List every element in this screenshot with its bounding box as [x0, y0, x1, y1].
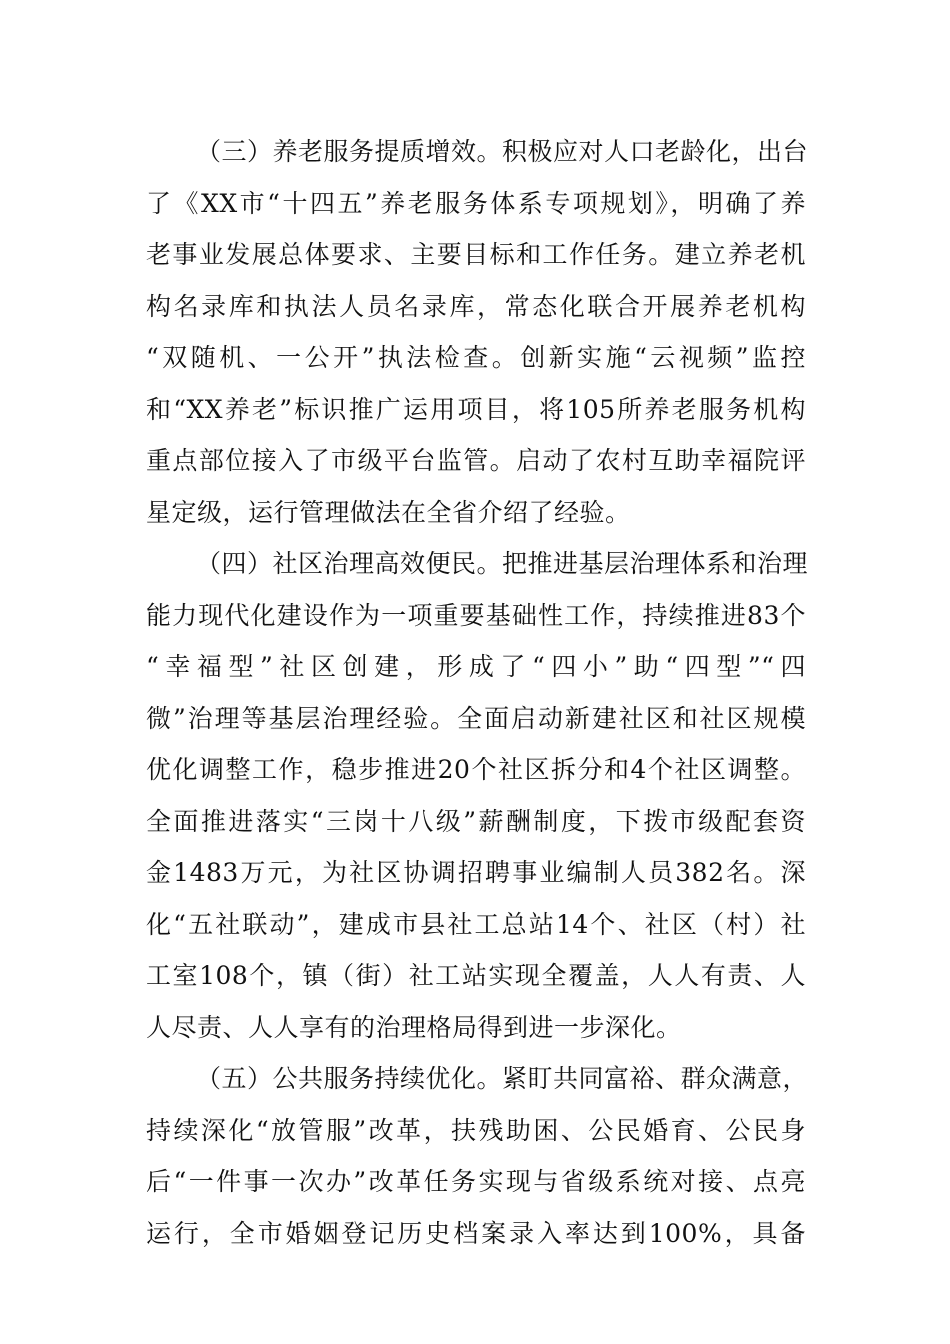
text-line: 工室108个，镇（街）社工站实现全覆盖，人人有责、人 [146, 961, 806, 990]
text-line: 后“一件事一次办”改革任务实现与省级系统对接、点亮 [146, 1167, 806, 1196]
body-text [146, 126, 809, 1259]
text-line: 和“XX养老”标识推广运用项目，将105所养老服务机构 [146, 394, 806, 424]
paragraph-section-3 [146, 126, 809, 538]
text-line: “幸福型”社区创建，形成了“四小”助“四型”“四 [146, 652, 806, 681]
text-line: 全面推进落实“三岗十八级”薪酬制度，下拨市级配套资 [146, 806, 806, 836]
text-line: “双随机、一公开”执法检查。创新实施“云视频”监控 [146, 343, 806, 372]
text-line: 星定级，运行管理做法在全省介绍了经验。 [146, 497, 631, 527]
paragraph-section-4 [146, 538, 809, 1053]
text-line: 优化调整工作，稳步推进20个社区拆分和4个社区调整。 [146, 755, 806, 784]
paragraph-section-5 [146, 1053, 809, 1259]
text-line: （五）公共服务持续优化。紧盯共同富裕、群众满意， [196, 1064, 809, 1093]
text-line: 老事业发展总体要求、主要目标和工作任务。建立养老机 [146, 240, 806, 269]
text-line: 微”治理等基层治理经验。全面启动新建社区和社区规模 [146, 703, 806, 733]
text-line: （三）养老服务提质增效。积极应对人口老龄化，出台 [196, 137, 809, 166]
text-line: 人尽责、人人享有的治理格局得到进一步深化。 [146, 1012, 682, 1042]
text-line: （四）社区治理高效便民。把推进基层治理体系和治理 [196, 549, 809, 578]
text-line: 运行，全市婚姻登记历史档案录入率达到100%，具备 [146, 1218, 806, 1248]
text-line: 化“五社联动”，建成市县社工总站14个、社区（村）社 [146, 909, 806, 939]
text-line: 重点部位接入了市级平台监管。启动了农村互助幸福院评 [146, 446, 806, 475]
text-line: 能力现代化建设作为一项重要基础性工作，持续推进83个 [146, 600, 806, 630]
text-line: 金1483万元，为社区协调招聘事业编制人员382名。深 [146, 858, 806, 887]
text-line: 了《XX市“十四五”养老服务体系专项规划》，明确了养 [146, 188, 806, 218]
text-line: 构名录库和执法人员名录库，常态化联合开展养老机构 [146, 291, 806, 321]
text-line: 持续深化“放管服”改革，扶残助困、公民婚育、公民身 [146, 1115, 806, 1145]
